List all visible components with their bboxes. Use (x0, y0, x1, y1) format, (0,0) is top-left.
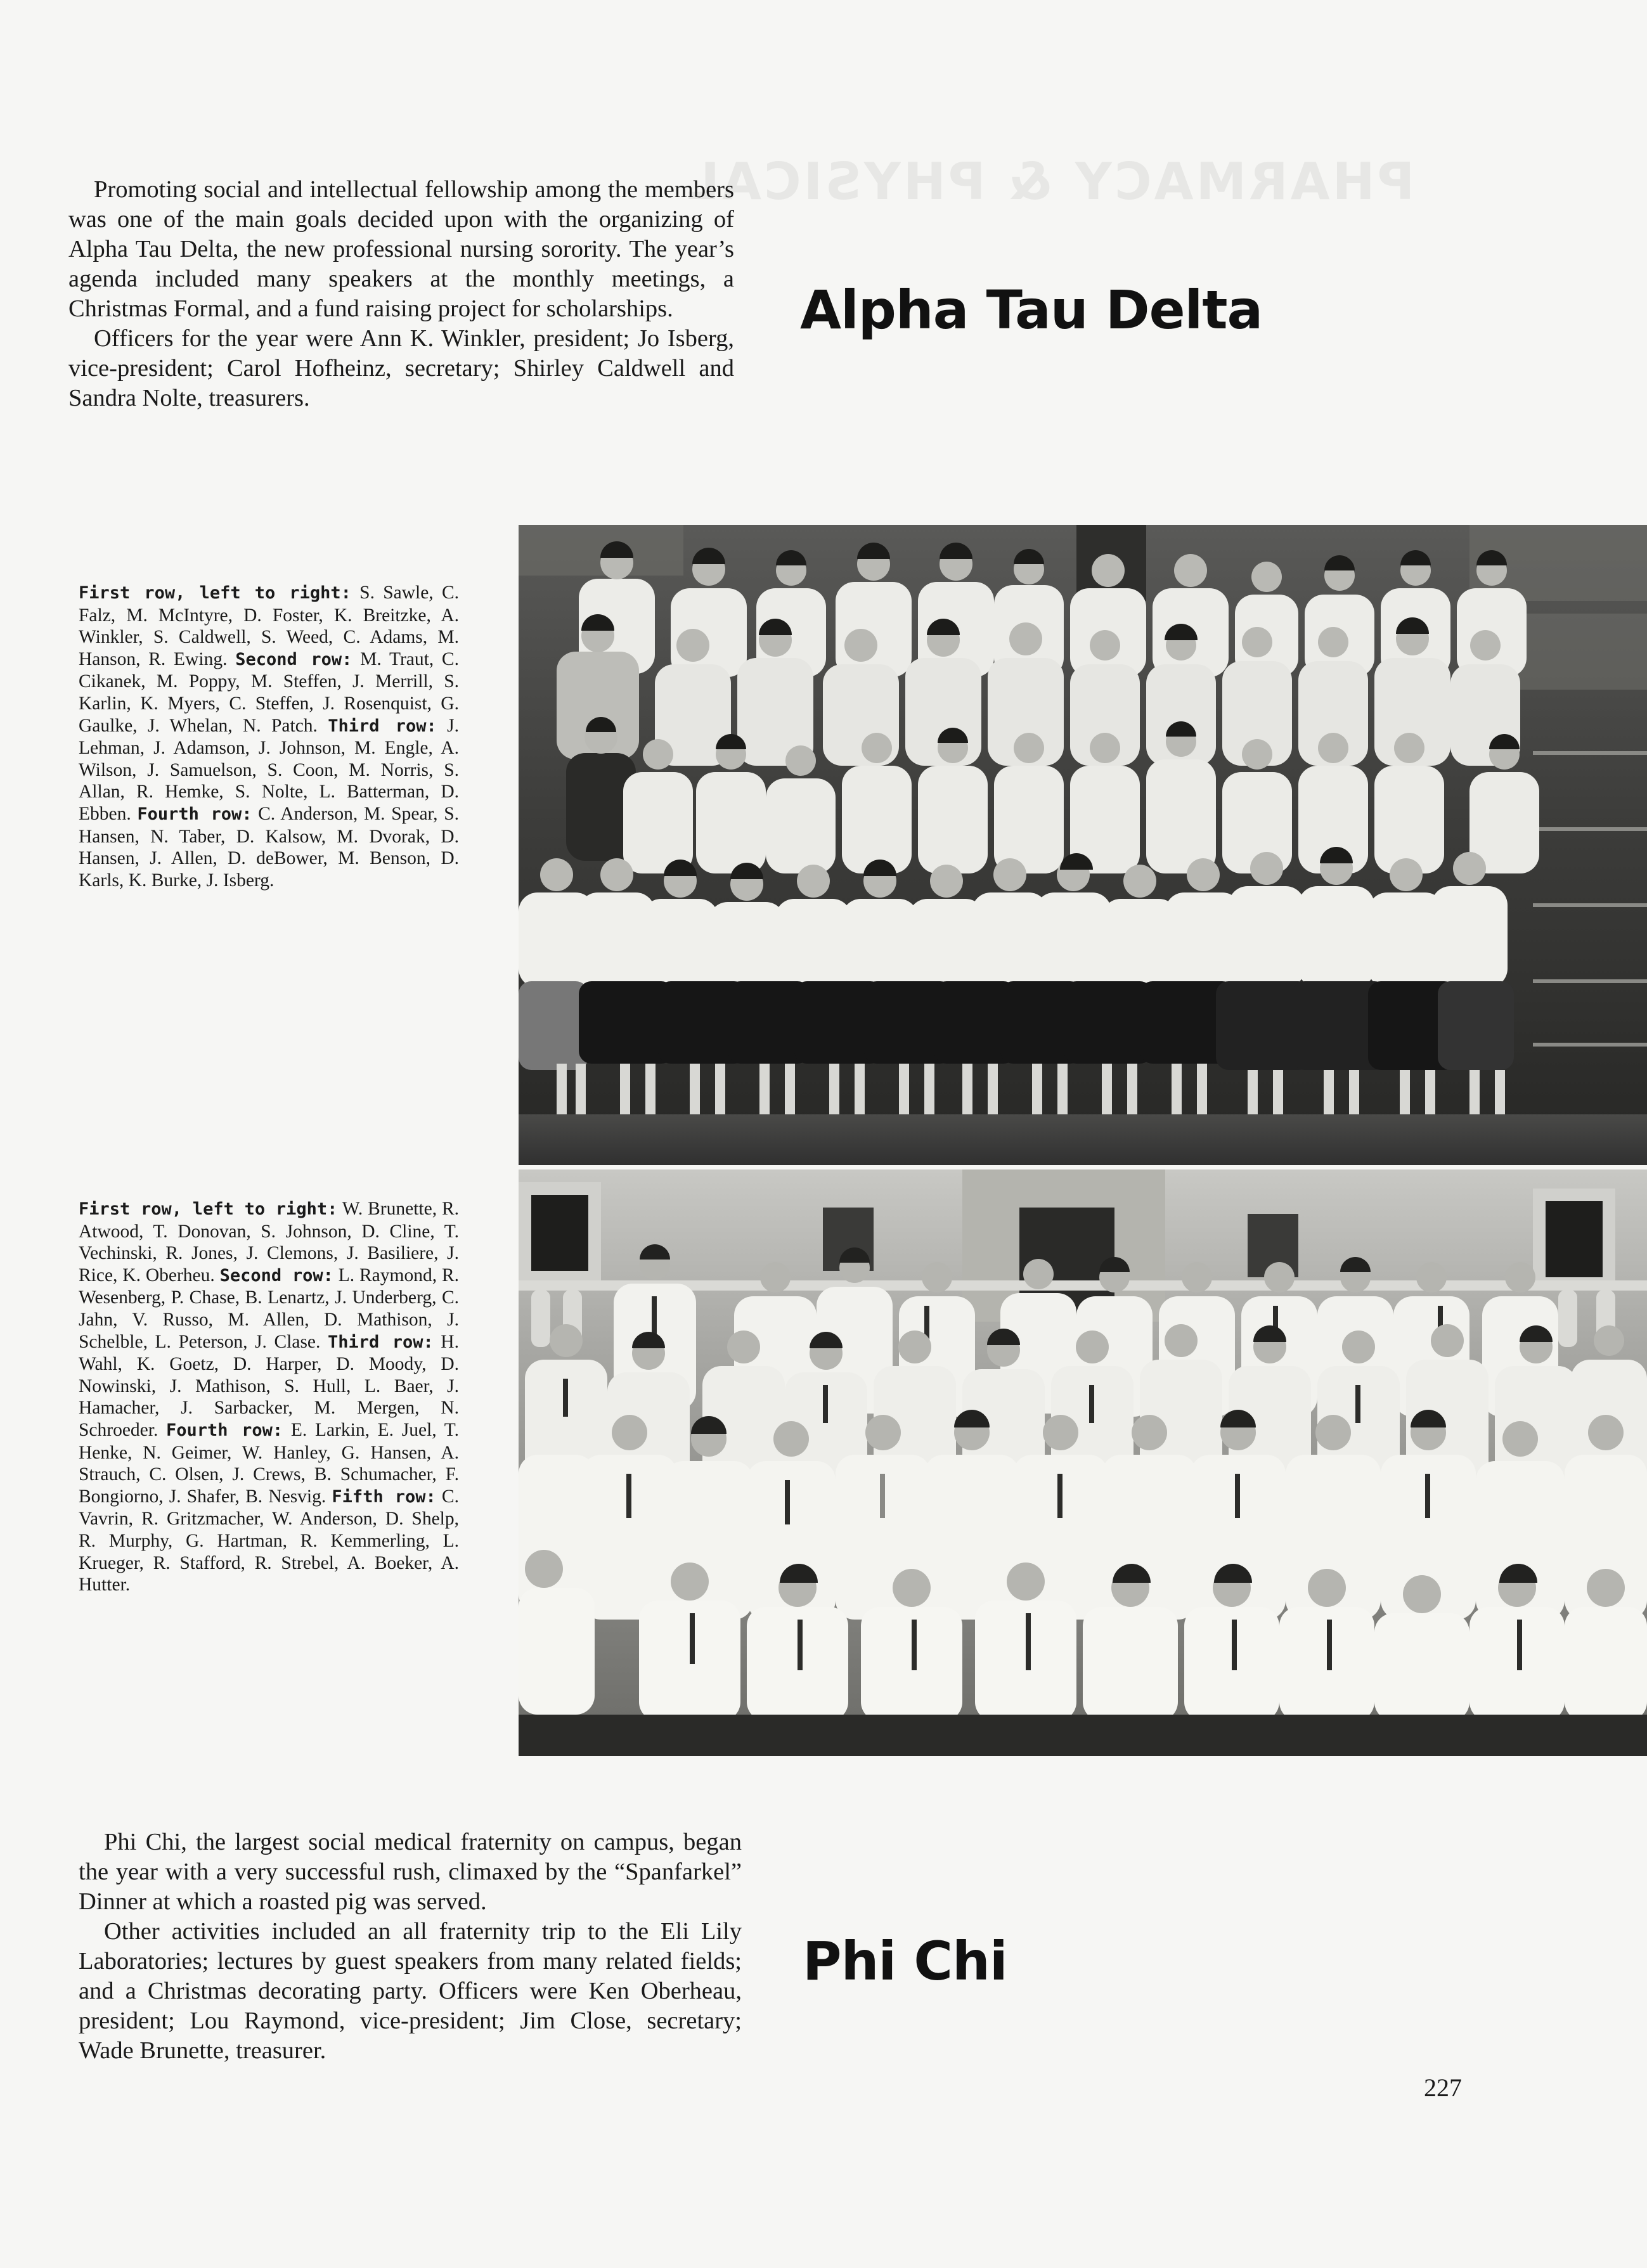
phi-chi-paragraph-2: Other activities included an all fraternity trip to the Eli Lily Laboratories; lectures by guest speakers from many related fields; and a Christmas decorating party. Officers were Ken Oberheau, president; Lou Raymond, vice-president; Jim Close, secretary; Wade Brunette, treasurer. (79, 1918, 742, 2064)
alpha-tau-delta-caption (79, 582, 459, 891)
caption-row-names: C. Vavrin, R. Gritzmacher, W. Anderson, D. Shelp, R. Murphy, G. Hartman, R. Kemmerling, L. Krueger, R. Stafford, R. Strebel, A. Boeker, A. Hutter. (79, 1486, 459, 1595)
phi-chi-caption (79, 1198, 459, 1596)
reverse-page-bleed-through: PHARMACY & PHYSICAL (685, 152, 1415, 211)
caption-row-label: First row, left to right: (79, 583, 351, 603)
phi-chi-intro (79, 1827, 742, 2066)
caption-row-names: J. Lehman, J. Adamson, J. Johnson, M. Engle, A. Wilson, J. Samuelson, S. Coon, M. Norris, S. Allan, R. Hemke, S. Nolte, L. Batterman, D. Ebben. (79, 715, 459, 824)
caption-row-names: H. Wahl, K. Goetz, D. Harper, D. Moody, D. Nowinski, J. Mathison, S. Hull, L. Baer, J. Hamacher, J. Sarbacker, M. Mergen, N. Schroeder. (79, 1331, 459, 1440)
fraternity-group-photo-image (519, 1169, 1647, 1756)
caption-row-label: First row, left to right: (79, 1199, 338, 1219)
phi-chi-paragraph-1: Phi Chi, the largest social medical fraternity on campus, began the year with a very successful rush, climaxed by the “Spanfarkel” Dinner at which a roasted pig was served. (79, 1829, 742, 1915)
caption-row-label: Second row: (219, 1265, 333, 1285)
sorority-group-photo-image (519, 525, 1647, 1165)
caption-row-names: S. Sawle, C. Falz, M. McIntyre, D. Foster, K. Breitzke, A. Winkler, S. Caldwell, S. Weed, C. Adams, M. Hanson, R. Ewing. (79, 583, 459, 669)
caption-row-names: C. Anderson, M. Spear, S. Hansen, N. Taber, D. Kalsow, M. Dvorak, D. Hansen, J. Allen, D. deBower, M. Benson, D. Karls, K. Burke, J. Isberg. (79, 803, 459, 891)
caption-row-label: Fourth row: (137, 804, 252, 824)
caption-row-names: M. Traut, C. Cikanek, M. Poppy, M. Steffen, J. Merrill, S. Karlin, K. Myers, C. Steffen, J. Rosenquist, G. Gaulke, J. Whelan, N. Patch. (79, 648, 459, 736)
caption-row-label: Third row: (328, 716, 437, 736)
alpha-tau-delta-intro (68, 175, 734, 413)
alpha-tau-delta-group-photo (519, 525, 1647, 1165)
caption-row-label: Fifth row: (332, 1486, 436, 1507)
phi-chi-heading: Phi Chi (803, 1930, 1007, 1992)
caption-row-names: W. Brunette, R. Atwood, T. Donovan, S. Johnson, D. Cline, T. Vechinski, R. Jones, J. Clemons, J. Basiliere, J. Rice, K. Oberheu. (79, 1199, 459, 1285)
caption-row-names: E. Larkin, E. Juel, T. Henke, N. Geimer, W. Hanley, G. Hansen, A. Strauch, C. Olsen, J. Crews, B. Schumacher, F. Bongiorno, J. Shafer, B. Nesvig. (79, 1419, 459, 1507)
caption-row-label: Fourth row: (166, 1420, 283, 1440)
caption-row-names: L. Raymond, R. Wesenberg, P. Chase, B. Lenartz, J. Underberg, C. Jahn, V. Russo, M. Allen, D. Mathison, J. Schelble, L. Peterson, J. Clase. (79, 1265, 459, 1352)
caption-row-label: Third row: (327, 1332, 434, 1352)
caption-row-label: Second row: (235, 649, 352, 669)
phi-chi-group-photo (519, 1169, 1647, 1756)
alpha-tau-delta-paragraph-2: Officers for the year were Ann K. Winkler, president; Jo Isberg, vice-president; Carol Hofheinz, secretary; Shirley Caldwell and Sandra Nolte, treasurers. (68, 325, 734, 411)
alpha-tau-delta-paragraph-1: Promoting social and intellectual fellowship among the members was one of the main goals decided upon with the organizing of Alpha Tau Delta, the new professional nursing sorority. The year’s agenda included many speakers at the monthly meetings, a Christmas Formal, and a fund raising project for scholarships. (68, 176, 734, 322)
page-number: 227 (1424, 2073, 1462, 2102)
alpha-tau-delta-heading: Alpha Tau Delta (800, 279, 1263, 341)
